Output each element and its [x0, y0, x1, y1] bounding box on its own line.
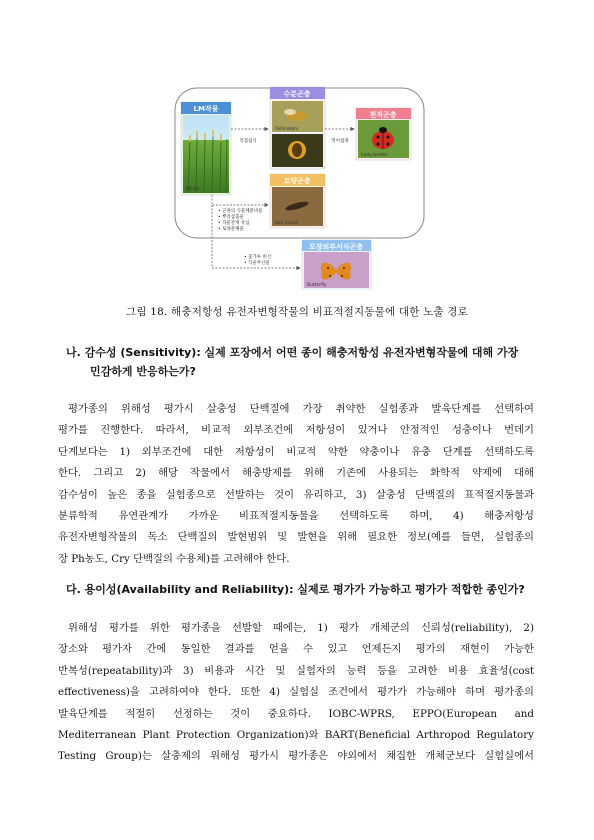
- soil-insect-label: Soil insect: [275, 221, 298, 226]
- paragraph-line: 장 Ph농도, Cry 단백질의 수용체)를 고려해야 한다.: [58, 552, 290, 565]
- paragraph-line: 평가종의 위해성 평가시 살충성 단백질에 가장 취약한 실험종과 발육단계를 선택하여: [68, 403, 534, 415]
- maize-label: Maize: [186, 187, 200, 192]
- paragraph-line: 유전자변형작물의 독소 단백질의 발현범위 및 발현을 위해 필요한 정보(예를 들면, 실험종의: [58, 531, 534, 544]
- section-na-title-line2: 민감하게 반응하는가?: [90, 365, 196, 378]
- paragraph-line: Mediterranean Plant Protection Organization)와 BART(Beneficial Arthropod Regulatory: [58, 729, 534, 742]
- pollinator-title: 수분곤충: [283, 90, 311, 98]
- section-na-title-line1: 나. 감수성 (Sensitivity): 실제 포장에서 어떤 종이 해충저항성 유전자변형작물에 대해 가장: [66, 346, 519, 359]
- soil-notes: [218, 207, 263, 232]
- paragraph-line: 한다. 그리고 2) 해당 작물에서 해충방제를 위해 기존에 사용되는 화학적 약제에 대해: [58, 467, 534, 480]
- honeybee-image-label: Honey bee: [275, 162, 300, 167]
- paragraph-line: effectiveness)을 고려하여야 한다. 또한 4) 실험실 조건에서 평가가 가능해야 하며 평가종의: [58, 686, 534, 699]
- figure-caption: 그림 18. 해충저항성 유전자변형작물의 비표적절지동물에 대한 노출 경로: [125, 306, 468, 318]
- lady-beetle-label: Lady beetle: [361, 153, 388, 158]
- butterfly-label: Butterfly: [307, 283, 327, 288]
- paragraph-line: 분류학적 유연관계가 가까운 비표적절지동물을 선택하도록 하며, 4) 해충저항성: [58, 510, 534, 523]
- lm-crop-panel: [181, 102, 231, 195]
- paragraph-line: 발육단계를 적절히 선정하는 것이 중요하다. IOBC-WPRS, EPPO(European and: [58, 707, 534, 720]
- svg-text:• 작물잔재 유입: • 작물잔재 유입: [218, 221, 250, 226]
- offsite-insect-title: 포장외부서식곤충: [308, 243, 364, 251]
- paragraph-line: 감수성이 높은 종을 실험종으로 선발하는 것이 유리하고, 3) 살충성 단백질의 표적절지동물과: [58, 488, 534, 501]
- svg-text:• 꽃가루 비산: • 꽃가루 비산: [244, 255, 272, 260]
- offsite-insect-panel: [302, 240, 371, 290]
- direct-feeding-label: 직접섭식: [239, 139, 257, 144]
- section-da-title: 다. 용이성(Availability and Reliability): 실제로 평가가 가능하고 평가가 적합한 종인가?: [66, 583, 525, 596]
- natural-enemy-title: 천적곤충: [369, 111, 397, 119]
- svg-text:• 뿌리삼출물: • 뿌리삼출물: [218, 215, 244, 220]
- paragraph-line: 반복성(repeatability)과 3) 비용과 시간 및 실험자의 능력 등을 고려한 비용 효율성(cost: [58, 664, 534, 677]
- soil-insect-title: 토양곤충: [283, 177, 311, 185]
- offsite-notes: [244, 253, 272, 266]
- paragraph-line: Testing Group)는 살충제의 위해성 평가시 평가종은 야외에서 채집한 개체군보다 실험실에서: [58, 750, 534, 763]
- pollinator-image-label: Pollinators: [275, 127, 299, 132]
- svg-text:• 토양분해물: • 토양분해물: [218, 227, 244, 232]
- lm-crop-title: LM작물: [193, 105, 219, 113]
- prey-feeding-label: 먹이섭취: [331, 139, 349, 144]
- paragraph-line: 평가를 진행한다. 따라서, 비교적 외부조건에 저항성이 있거나 안정적인 성충이나 번데기: [58, 424, 534, 437]
- soil-insect-panel: [270, 174, 325, 228]
- section-da-heading: [66, 580, 544, 599]
- paragraph-line: 장소와 평가자 간에 동일한 결과를 얻을 수 있고 언제든지 평가의 재현이 가능한: [58, 643, 534, 656]
- paragraph-line: 단계보다는 1) 외부조건에 대한 저항성이 비교적 약한 약충이나 유충 단계를 선택하도록: [58, 445, 534, 458]
- section-da-paragraph: [58, 618, 534, 768]
- natural-enemy-panel: [356, 108, 411, 160]
- exposure-pathway-figure: [0, 0, 594, 290]
- svg-text:• 근권의 식물체분비물: • 근권의 식물체분비물: [218, 209, 263, 214]
- svg-text:• 식물부산물: • 식물부산물: [244, 261, 270, 266]
- section-na-heading: [66, 343, 544, 381]
- paragraph-line: 위해성 평가를 위한 평가종을 선발할 때에는, 1) 평가 개체군의 신뢰성(reliability), 2): [68, 622, 534, 634]
- section-na-paragraph: [58, 399, 534, 570]
- pollinator-panel: [270, 87, 325, 169]
